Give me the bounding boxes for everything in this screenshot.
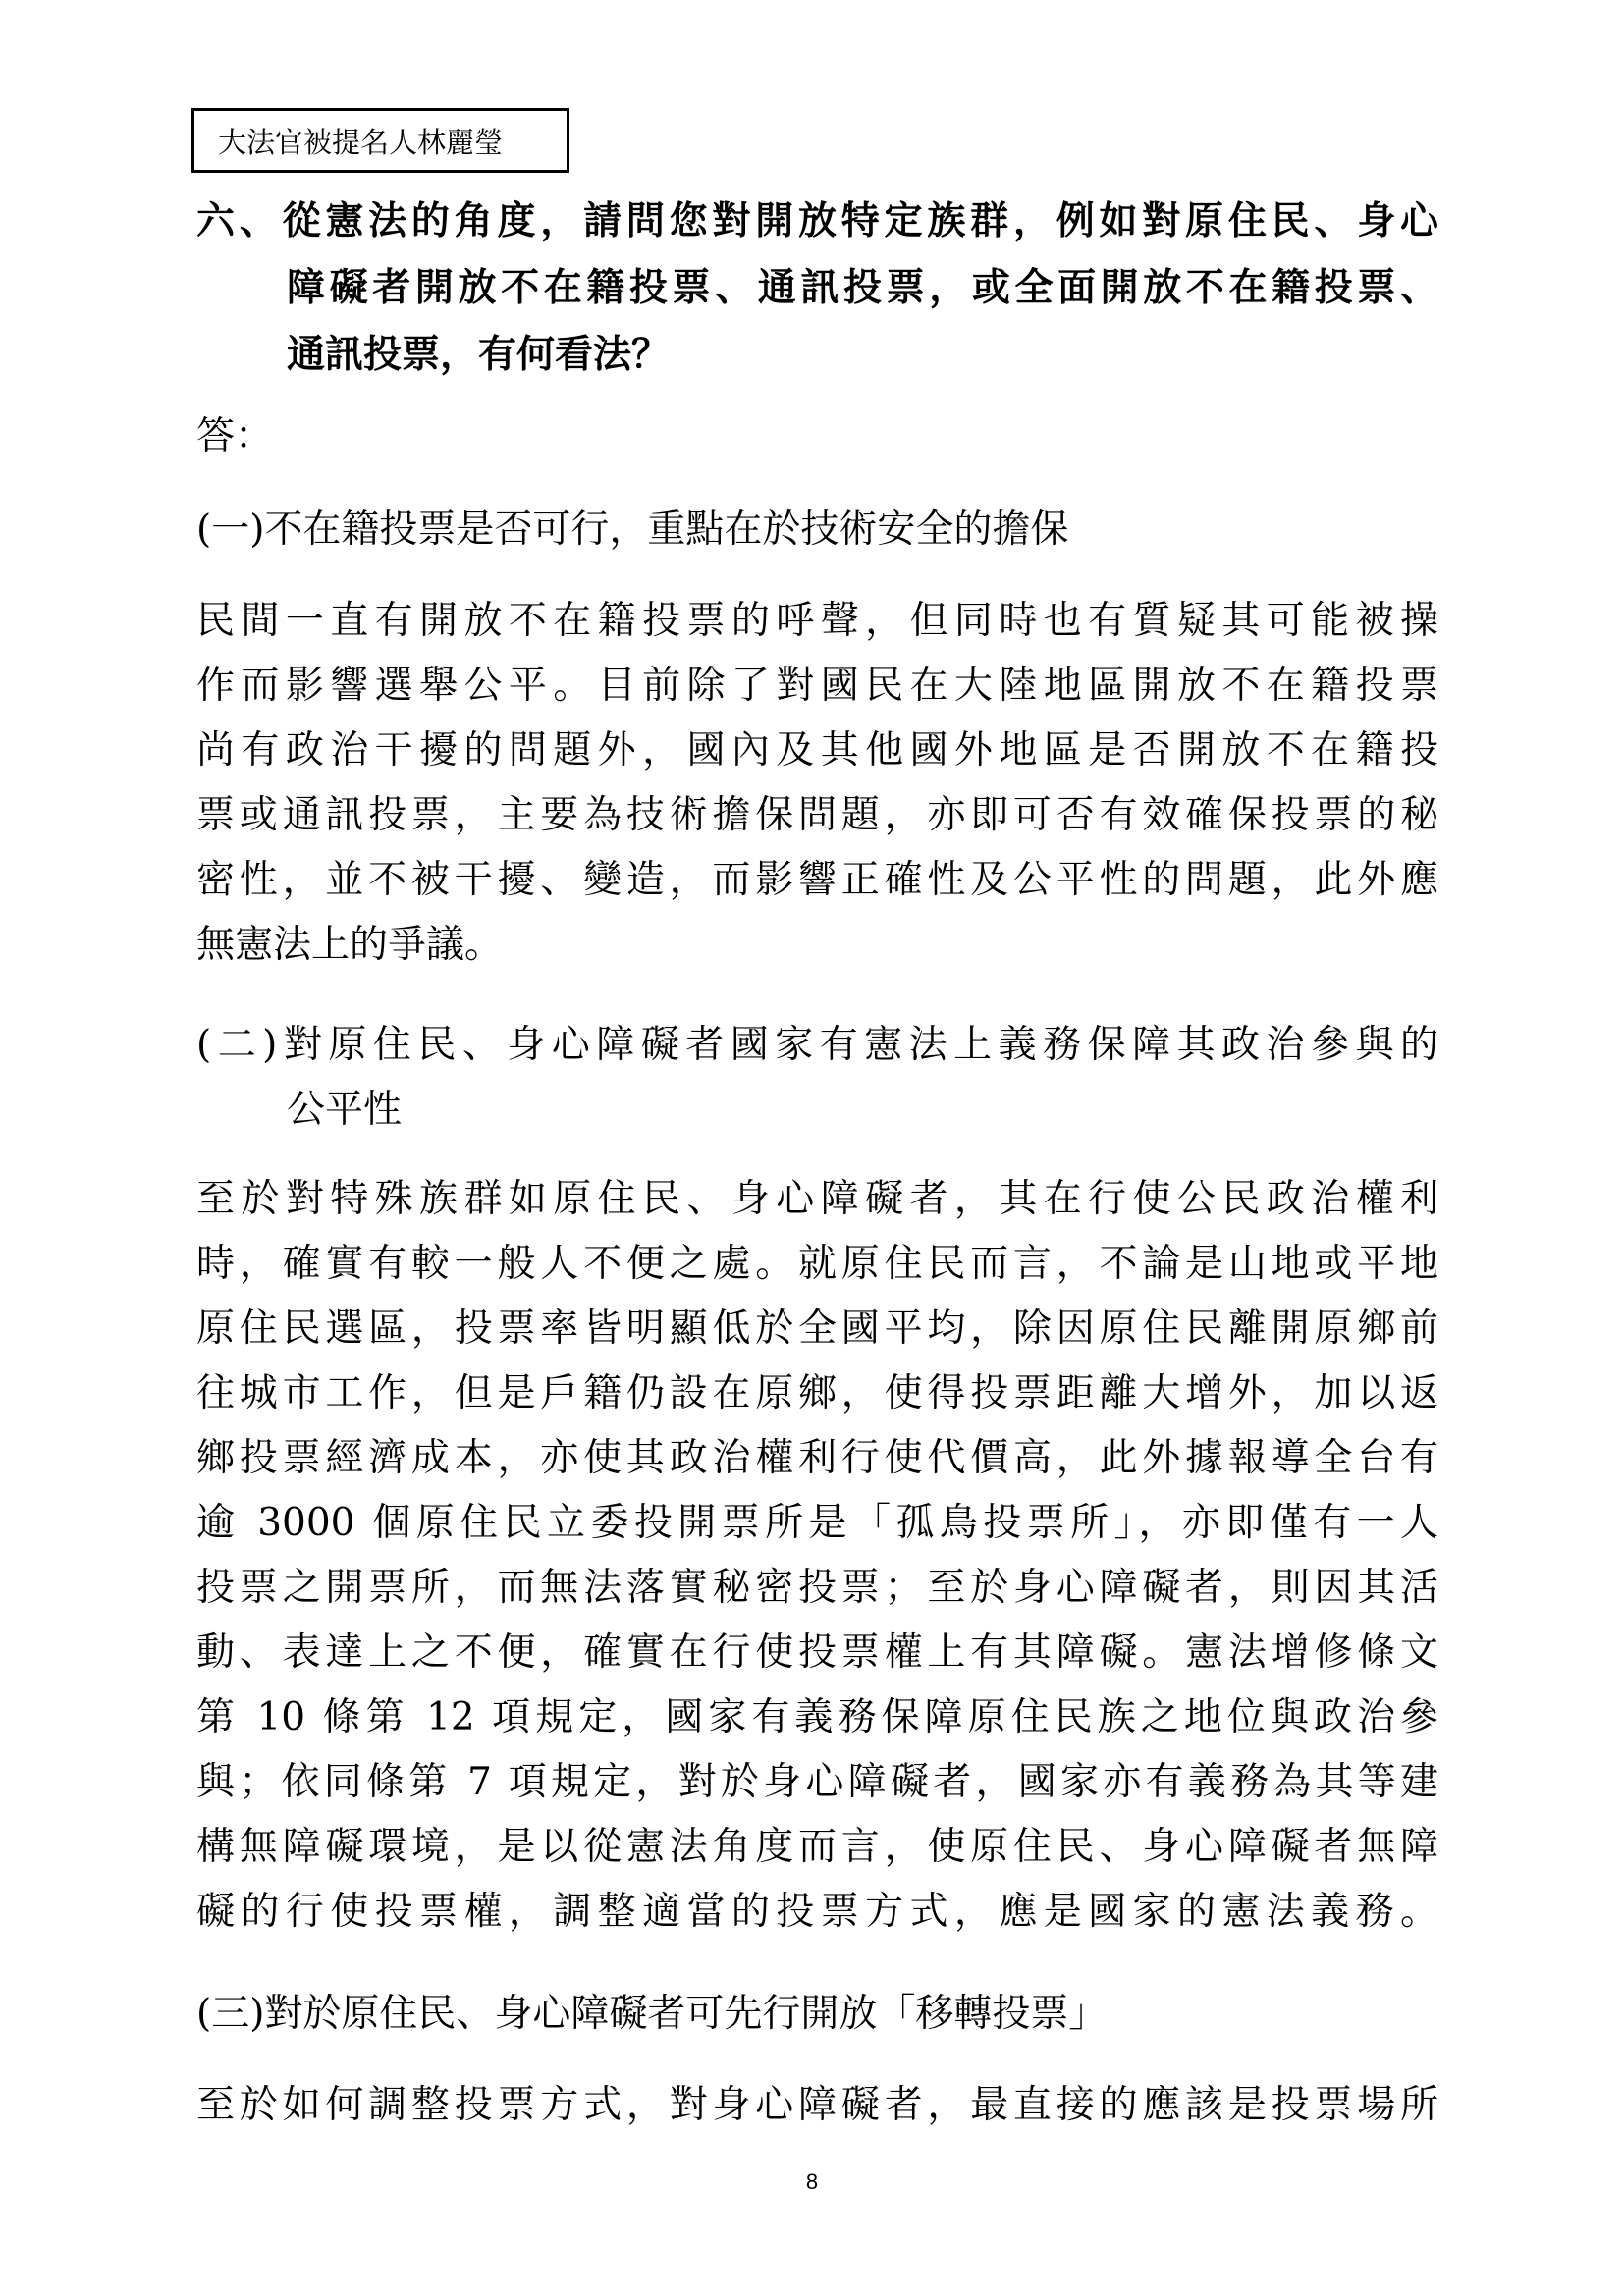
section-3-heading — [196, 1982, 1438, 2047]
question-line: 障礙者開放不在籍投票、通訊投票，或全面開放不在籍投票、 — [287, 266, 1438, 310]
section-heading-line: (一)不在籍投票是否可行，重點在於技術安全的擔保 — [196, 507, 1069, 552]
page-number: 8 — [805, 2169, 819, 2194]
paragraph-line: 與；依同條第 7 項規定，對於身心障礙者，國家亦有義務為其等建 — [196, 1760, 1438, 1804]
paragraph-line: 民間一直有開放不在籍投票的呼聲，但同時也有質疑其可能被操 — [196, 599, 1438, 643]
section-1-paragraph — [196, 589, 1438, 978]
paragraph-line: 投票之開票所，而無法落實秘密投票；至於身心障礙者，則因其活 — [196, 1566, 1438, 1610]
question-line: 六、從憲法的角度，請問您對開放特定族群，例如對原住民、身心 — [196, 199, 1438, 243]
question-line: 通訊投票，有何看法？ — [287, 333, 671, 377]
paragraph-line: 往城市工作，但是戶籍仍設在原鄉，使得投票距離大增外，加以返 — [196, 1371, 1438, 1415]
paragraph-line: 至於對特殊族群如原住民、身心障礙者，其在行使公民政治權利 — [196, 1177, 1438, 1221]
nominee-header-label: 大法官被提名人林麗瑩 — [218, 125, 504, 159]
section-3-paragraph — [196, 2073, 1438, 2138]
paragraph-line: 逾 3000 個原住民立委投開票所是「孤鳥投票所」，亦即僅有一人 — [196, 1501, 1438, 1545]
section-heading-line: (二)對原住民、身心障礙者國家有憲法上義務保障其政治參與的 — [196, 1023, 1438, 1067]
nominee-header-box — [191, 108, 569, 173]
paragraph-line: 礙的行使投票權，調整適當的投票方式，應是國家的憲法義務。 — [196, 1890, 1438, 1934]
paragraph-line: 作而影響選舉公平。目前除了對國民在大陸地區開放不在籍投票 — [196, 664, 1438, 708]
paragraph-line: 無憲法上的爭議。 — [196, 923, 504, 967]
paragraph-line: 尚有政治干擾的問題外，國內及其他國外地區是否開放不在籍投 — [196, 728, 1438, 773]
section-heading-line: 公平性 — [287, 1088, 403, 1132]
paragraph-line: 第 10 條第 12 項規定，國家有義務保障原住民族之地位與政治參 — [196, 1695, 1438, 1739]
section-1-heading — [196, 498, 1438, 562]
section-2-paragraph — [196, 1167, 1438, 1945]
question-heading — [196, 188, 1438, 389]
paragraph-line: 鄉投票經濟成本，亦使其政治權利行使代價高，此外據報導全台有 — [196, 1436, 1438, 1480]
section-2-heading — [196, 1013, 1438, 1143]
answer-label-block — [196, 404, 1438, 469]
paragraph-line: 構無障礙環境，是以從憲法角度而言，使原住民、身心障礙者無障 — [196, 1825, 1438, 1869]
answer-label: 答： — [196, 414, 274, 458]
paragraph-line: 票或通訊投票，主要為技術擔保問題，亦即可否有效確保投票的秘 — [196, 793, 1438, 837]
paragraph-line: 時，確實有較一般人不便之處。就原住民而言，不論是山地或平地 — [196, 1242, 1438, 1286]
paragraph-line: 至於如何調整投票方式，對身心障礙者，最直接的應該是投票場所 — [196, 2083, 1438, 2127]
paragraph-line: 動、表達上之不便，確實在行使投票權上有其障礙。憲法增修條文 — [196, 1630, 1438, 1675]
paragraph-line: 密性，並不被干擾、變造，而影響正確性及公平性的問題，此外應 — [196, 858, 1438, 902]
section-heading-line: (三)對於原住民、身心障礙者可先行開放「移轉投票」 — [196, 1992, 1108, 2036]
paragraph-line: 原住民選區，投票率皆明顯低於全國平均，除因原住民離開原鄉前 — [196, 1307, 1438, 1351]
